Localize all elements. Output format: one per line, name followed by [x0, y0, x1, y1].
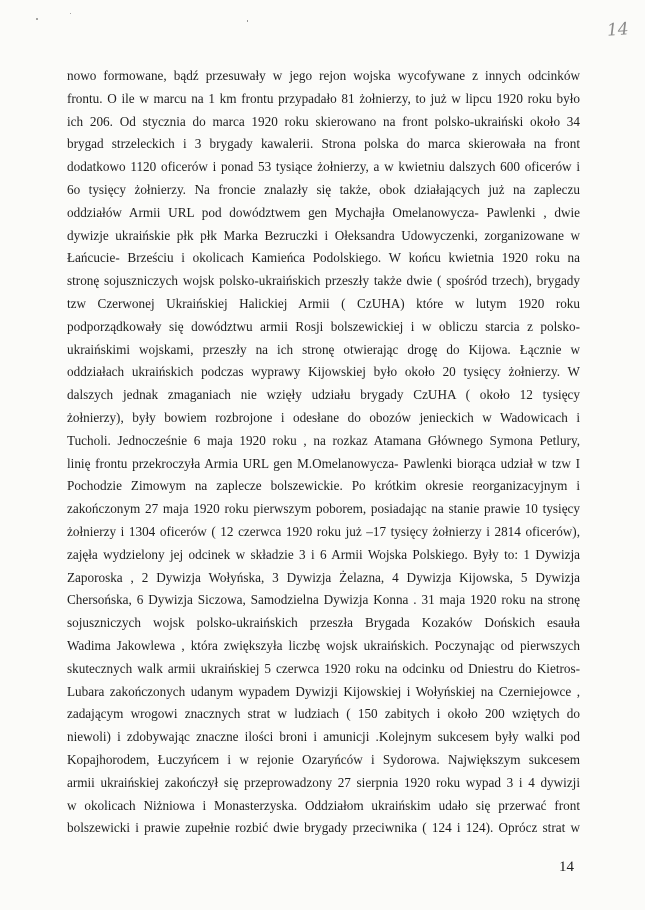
- text-line: brygad strzeleckich i 3 brygady kawalerii. Strona polska do marca skierowała na front: [67, 136, 580, 152]
- text-line: żołnierzy), były bowiem rozbrojone i odesłane do obozów jenieckich w Wadowicach i: [67, 409, 580, 425]
- text-line: sojuszniczych wojsk polsko-ukraińskich przeszła Brygada Kozaków Dońskich esauła: [67, 615, 580, 631]
- text-line: nowo formowane, bądź przesuwały w jego rejon wojska wycofywane z innych odcinków: [67, 68, 580, 83]
- text-line: oddziałach ukraińskich podczas wyprawy Kijowskiej było około 20 tysięcy żołnierzy. W: [67, 364, 580, 380]
- text-line: zakończonym 27 maja 1920 roku pierwszym poborem, posiadając na stanie prawie 10 tysięcy: [67, 501, 580, 517]
- text-line: dalszych jednak zmaganiach nie wzięły udziału brygady CzUHA ( około 12 tysięcy: [67, 387, 580, 403]
- text-line: ukraińskimi wojskami, przeszły na ich stronę otwierając drogę do Kijowa. Łącznie w: [67, 341, 580, 357]
- handwritten-page-number: 14: [606, 19, 630, 41]
- text-line: dywizje ukraińskie płk płk Marka Bezruczki i Ołeksandra Udowyczenki, zorganizowane w: [67, 227, 580, 243]
- text-line: tzw Czerwonej Ukraińskiej Halickiej Armii ( CzUHA) które w lutym 1920 roku: [67, 295, 580, 311]
- text-line: dodatkowo 1120 oficerów i ponad 53 tysiące żołnierzy, a w kwietniu dalszych 600 oficerów i: [67, 159, 580, 175]
- text-line: frontu. O ile w marcu na 1 km frontu przypadało 81 żołnierzy, to już w lipcu 1920 roku było: [67, 90, 580, 106]
- text-line: stronę sojuszniczych wojsk polsko-ukraińskich przeszły także dwie ( spośród trzech), brygady: [67, 273, 580, 289]
- scan-speck: [36, 18, 38, 20]
- text-line: zadającym wrogowi znacznych strat w ludziach ( 150 zabitych i około 200 wziętych do: [67, 706, 580, 722]
- scan-speck: [247, 20, 248, 22]
- text-line: Zaporoska , 2 Dywizja Wołyńska, 3 Dywizja Żelazna, 4 Dywizja Kijowska, 5 Dywizja: [67, 569, 580, 585]
- text-line: 6o tysięcy żołnierzy. Na froncie znalazły się także, obok działających już na zapleczu: [67, 181, 580, 197]
- text-line: niewoli) i zdobywając znaczne ilości broni i amunicji .Kolejnym sukcesem były walki pod: [67, 729, 580, 745]
- text-line: bolszewicki i prawie zupełnie rozbić dwie brygady przeciwnika ( 124 i 124). Oprócz strat w: [67, 820, 580, 836]
- text-line: ich 206. Od stycznia do marca 1920 roku skierowano na front polsko-ukraiński około 34: [67, 113, 580, 129]
- text-line: armii ukraińskiej zakończył się przeprowadzony 27 sierpnia 1920 roku wypad 3 i 4 dywizji: [67, 774, 580, 790]
- text-line: Lubara zakończonych udanym wypadem Dywizji Kijowskiej i Wołyńskiej na Czerniejowce ,: [67, 683, 580, 699]
- page-number: 14: [559, 859, 574, 875]
- scan-speck: [70, 13, 71, 14]
- text-line: zajęła wydzielony jej odcinek w składzie 3 i 6 Armii Wojska Polskiego. Były to: 1 Dywizja: [67, 546, 580, 562]
- text-line: żołnierzy i 1304 oficerów ( 12 czerwca 1920 roku już –17 tysięcy żołnierzy i 2814 oficerów),: [67, 523, 580, 539]
- text-line: Łańcucie- Brześciu i okolicach Kamieńca Podolskiego. W końcu kwietnia 1920 roku na: [67, 250, 580, 266]
- text-line: Chersońska, 6 Dywizja Siczowa, Samodzielna Dywizja Konna . 31 maja 1920 roku na stronę: [67, 592, 580, 608]
- text-line: Tucholi. Jednocześnie 6 maja 1920 roku , na rozkaz Atamana Głównego Symona Petlury,: [67, 432, 580, 448]
- text-line: skutecznych walk armii ukraińskiej 5 czerwca 1920 roku na odcinku od Dniestru do Kietros-: [67, 660, 580, 676]
- text-line: Wadima Jakowlewa , która zwiększyła liczbę wojsk ukraińskich. Poczynając od pierwszych: [67, 637, 580, 653]
- text-line: Pochodzie Zimowym na zaplecze bolszewickie. Po krótkim okresie reorganizacyjnym i: [67, 478, 580, 494]
- text-line: podporządkowały się dowództwu armii Rosji bolszewickiej i w obliczu starcia z polsko-: [67, 318, 580, 334]
- body-paragraph: [67, 65, 580, 840]
- text-line: w okolicach Niżniowa i Monasterzyska. Oddziałom ukraińskim udało się przerwać front: [67, 797, 580, 813]
- text-line: Kopajhorodem, Łuczyńcem i w rejonie Ozaryńców i Sydorowa. Największym sukcesem: [67, 751, 580, 767]
- text-line: linię frontu przekroczyła Armia URL gen M.Omelanowycza- Pawlenki biorąca udział w tzw I: [67, 455, 580, 471]
- text-line: oddziałów Armii URL pod dowództwem gen Mychajła Omelanowycza- Pawlenki , dwie: [67, 204, 580, 220]
